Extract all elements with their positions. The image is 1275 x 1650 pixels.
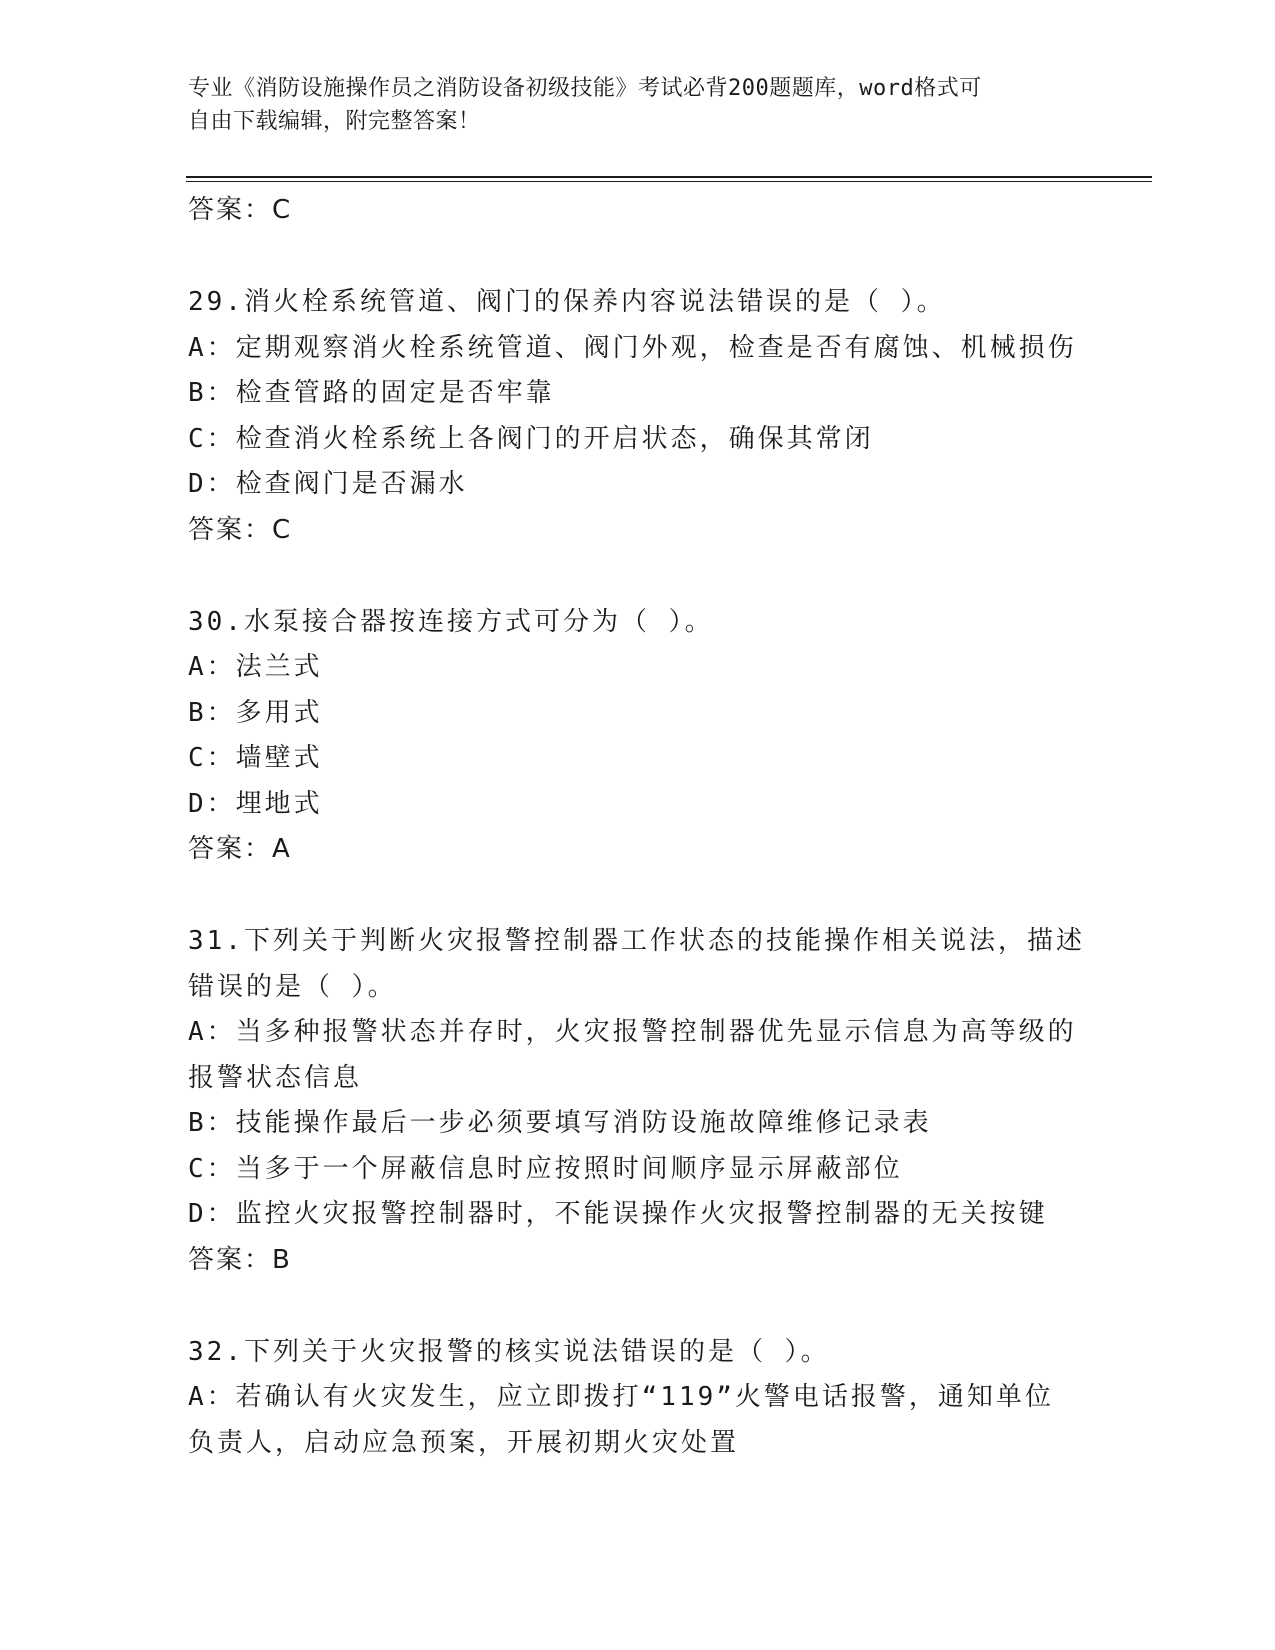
answer-option: A：定期观察消火栓系统管道、阀门外观，检查是否有腐蚀、机械损伤: [188, 332, 1077, 363]
question-stem: 31.下列关于判断火灾报警控制器工作状态的技能操作相关说法，描述: [188, 926, 1085, 956]
answer-option: B：技能操作最后一步必须要填写消防设施故障维修记录表: [188, 1108, 932, 1138]
answer-line: 答案：B: [188, 1244, 292, 1275]
question-stem: 32.下列关于火灾报警的核实说法错误的是（ ）。: [188, 1336, 830, 1367]
header-rule-thin: [186, 181, 1152, 182]
question-block: [188, 919, 1088, 1282]
answer-option: A：法兰式: [188, 652, 323, 682]
question-stem: 30.水泵接合器按连接方式可分为（ ）。: [188, 606, 714, 637]
answer-option: B：多用式: [188, 697, 323, 728]
answer-option: D：监控火灾报警控制器时，不能误操作火灾报警控制器的无关按键: [188, 1199, 1048, 1229]
header-line-2: 自由下载编辑，附完整答案！: [188, 109, 481, 134]
question-list: [188, 188, 1088, 1466]
question-stem: 错误的是（ ）。: [188, 971, 397, 1002]
header-rule-thick: [186, 176, 1152, 178]
answer-option: D：检查阀门是否漏水: [188, 469, 468, 499]
question-block: [188, 1330, 1088, 1467]
answer-option: C：墙壁式: [188, 743, 323, 773]
answer-option: A：若确认有火灾发生，应立即拨打“119”火警电话报警，通知单位: [188, 1382, 1054, 1412]
answer-option: B：检查管路的固定是否牢靠: [188, 378, 555, 408]
spacer: [188, 232, 1088, 280]
header-line-1: 专业《消防设施操作员之消防设备初级技能》考试必背200题题库，word格式可: [188, 76, 982, 101]
answer-option: C：检查消火栓系统上各阀门的开启状态，确保其常闭: [188, 423, 874, 454]
answer-option: C：当多于一个屏蔽信息时应按照时间顺序显示屏蔽部位: [188, 1153, 903, 1184]
spacer: [188, 1282, 1088, 1330]
document-header: [188, 72, 1068, 138]
answer-option: D：埋地式: [188, 788, 323, 819]
answer-line: 答案：C: [188, 195, 293, 225]
answer-option: 负责人，启动应急预案，开展初期火灾处置: [188, 1427, 740, 1458]
question-block: [188, 280, 1088, 552]
question-block: [188, 600, 1088, 872]
answer-line: 答案：C: [188, 514, 293, 545]
spacer: [188, 552, 1088, 600]
answer-option: 报警状态信息: [188, 1062, 363, 1093]
question-stem: 29.消火栓系统管道、阀门的保养内容说法错误的是（ ）。: [188, 287, 946, 317]
answer-option: A：当多种报警状态并存时，火灾报警控制器优先显示信息为高等级的: [188, 1017, 1077, 1047]
answer-line: 答案：A: [188, 834, 292, 864]
spacer: [188, 871, 1088, 919]
